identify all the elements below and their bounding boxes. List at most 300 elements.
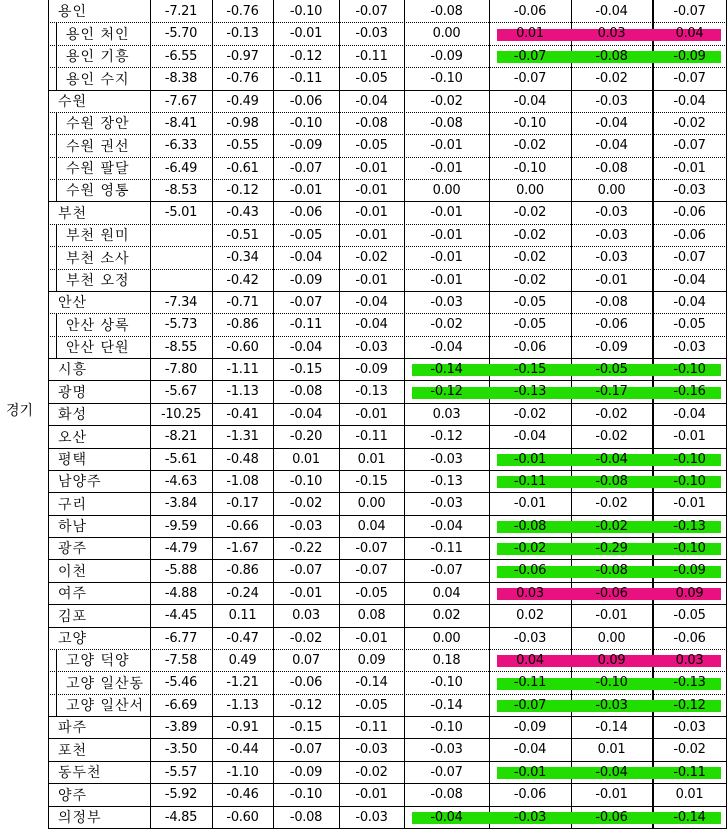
- value-cell: -0.11: [673, 764, 706, 780]
- value-cell: -7.67: [164, 93, 198, 109]
- value-cell: -0.07: [673, 71, 706, 86]
- value-cell: -0.14: [430, 361, 463, 377]
- value-cell: -1.67: [226, 540, 259, 556]
- value-cell: -0.11: [355, 48, 388, 64]
- value-cell: -6.33: [164, 138, 198, 153]
- table-row: [48, 761, 727, 784]
- value-cell: -0.86: [226, 563, 259, 578]
- value-cell: -5.70: [164, 26, 198, 41]
- value-cell: -0.01: [673, 160, 706, 176]
- value-cell: -0.08: [513, 518, 547, 534]
- value-cell: -0.02: [355, 250, 388, 265]
- value-cell: 0.04: [357, 518, 386, 534]
- value-cell: -0.01: [513, 764, 547, 780]
- value-cell: -0.02: [595, 429, 628, 444]
- table-row: [48, 201, 727, 225]
- value-cell: -0.11: [430, 540, 463, 556]
- value-cell: -0.11: [513, 473, 547, 489]
- value-cell: -0.13: [673, 675, 706, 690]
- table-row: [48, 224, 727, 247]
- value-cell: -7.34: [164, 294, 198, 310]
- value-cell: -0.02: [289, 630, 323, 646]
- value-cell: -6.77: [164, 630, 198, 646]
- value-cell: -0.10: [289, 115, 323, 131]
- value-cell: -0.44: [226, 742, 259, 757]
- value-cell: -0.01: [595, 787, 628, 802]
- value-cell: 0.03: [597, 26, 626, 41]
- value-cell: -0.06: [513, 339, 547, 355]
- table-row: [48, 582, 727, 605]
- value-cell: -0.08: [289, 384, 323, 399]
- value-cell: -0.22: [289, 540, 323, 556]
- value-cell: -0.11: [513, 675, 547, 690]
- value-cell: -0.04: [595, 764, 628, 780]
- value-cell: -0.09: [673, 563, 706, 578]
- value-cell: -0.48: [226, 451, 259, 467]
- subregion-name: 수원 권선: [66, 138, 130, 155]
- table-row: [48, 738, 727, 762]
- value-cell: -0.08: [595, 160, 628, 176]
- table-row: [48, 649, 727, 672]
- value-cell: -10.25: [160, 406, 202, 422]
- value-cell: -5.46: [164, 675, 198, 690]
- value-cell: -0.10: [430, 71, 463, 86]
- subregion-name: 용인 수지: [66, 71, 130, 88]
- value-cell: -0.02: [595, 71, 628, 86]
- value-cell: -0.13: [513, 384, 547, 399]
- value-cell: -0.07: [355, 3, 388, 19]
- value-cell: -0.01: [355, 160, 388, 176]
- value-cell: -0.01: [595, 272, 628, 288]
- value-cell: -0.02: [513, 540, 547, 556]
- value-cell: -0.03: [513, 630, 547, 646]
- table-row: [48, 380, 727, 404]
- value-cell: -0.60: [226, 809, 259, 825]
- value-cell: -0.02: [355, 764, 388, 780]
- value-cell: -1.08: [226, 473, 259, 489]
- value-cell: -0.15: [289, 719, 323, 735]
- value-cell: -0.04: [355, 93, 388, 109]
- value-cell: -0.01: [289, 585, 323, 601]
- value-cell: -0.02: [595, 518, 628, 534]
- value-cell: -0.04: [673, 406, 706, 422]
- value-cell: -8.21: [164, 429, 198, 444]
- value-cell: -0.02: [513, 406, 547, 422]
- value-cell: -0.05: [289, 227, 323, 243]
- table-row: [48, 671, 727, 695]
- value-cell: -0.04: [430, 518, 463, 534]
- value-cell: -0.01: [673, 496, 706, 511]
- value-cell: 0.07: [292, 652, 320, 668]
- value-cell: -0.98: [226, 115, 259, 131]
- value-cell: -0.09: [289, 138, 323, 153]
- value-cell: -0.06: [513, 563, 547, 578]
- region-name: 화성: [58, 407, 88, 423]
- value-cell: -0.06: [595, 317, 628, 332]
- value-cell: -0.03: [355, 339, 388, 355]
- value-cell: -0.12: [430, 384, 463, 399]
- region-name: 부천: [58, 205, 88, 222]
- value-cell: -0.04: [355, 317, 388, 332]
- subregion-name: 안산 단원: [66, 340, 130, 356]
- subregion-name: 수원 팔달: [66, 161, 130, 177]
- value-cell: -0.02: [513, 272, 547, 288]
- value-cell: -0.07: [289, 160, 323, 176]
- value-cell: -0.02: [513, 227, 547, 243]
- value-cell: -0.06: [595, 585, 628, 601]
- value-cell: -0.05: [355, 697, 388, 713]
- value-cell: -0.08: [430, 115, 463, 131]
- value-cell: -0.10: [595, 675, 628, 690]
- value-cell: -0.06: [289, 675, 323, 690]
- value-cell: -3.50: [164, 742, 198, 757]
- value-cell: -0.41: [226, 406, 259, 422]
- value-cell: -0.11: [355, 429, 388, 444]
- region-name: 평택: [58, 452, 88, 468]
- value-cell: -0.20: [289, 429, 323, 444]
- value-cell: -0.03: [513, 809, 547, 825]
- subregion-name: 고양 일산서: [66, 698, 145, 714]
- subregion-name: 수원 영통: [66, 183, 130, 199]
- value-cell: -0.05: [673, 317, 706, 332]
- value-cell: -0.05: [513, 294, 547, 310]
- value-cell: -0.02: [595, 406, 628, 422]
- value-cell: -0.47: [226, 630, 259, 646]
- table-row: [48, 515, 727, 538]
- value-cell: -0.01: [430, 272, 463, 288]
- subregion-name: 부천 오정: [66, 273, 130, 289]
- value-cell: -0.07: [673, 250, 706, 265]
- value-cell: -0.07: [513, 48, 547, 64]
- value-cell: 0.01: [357, 451, 386, 467]
- region-name: 남양주: [58, 474, 102, 490]
- value-cell: -0.05: [355, 585, 388, 601]
- value-cell: -0.01: [430, 227, 463, 243]
- region-name: 포천: [58, 742, 88, 759]
- value-cell: -0.06: [513, 787, 547, 802]
- value-cell: -1.11: [226, 361, 259, 377]
- value-cell: -0.15: [355, 473, 388, 489]
- value-cell: -0.03: [673, 182, 706, 198]
- value-cell: -0.13: [226, 26, 259, 41]
- table-row: [48, 179, 727, 202]
- value-cell: -0.01: [430, 138, 463, 153]
- value-cell: -0.01: [430, 250, 463, 265]
- value-cell: -0.03: [673, 339, 706, 355]
- value-cell: -0.06: [673, 227, 706, 243]
- value-cell: -0.01: [355, 406, 388, 422]
- value-cell: -0.01: [355, 182, 388, 198]
- value-cell: -0.09: [355, 361, 388, 377]
- value-cell: -1.21: [226, 675, 259, 690]
- table-row: [48, 67, 727, 91]
- value-cell: -0.04: [595, 115, 628, 131]
- value-cell: -0.09: [595, 339, 628, 355]
- value-cell: -0.04: [513, 742, 547, 757]
- value-cell: 0.00: [357, 496, 386, 511]
- table-row: [48, 604, 727, 628]
- value-cell: 0.04: [432, 585, 461, 601]
- value-cell: 0.02: [432, 608, 461, 623]
- value-cell: -0.04: [595, 3, 628, 19]
- table-row: [48, 0, 727, 23]
- value-cell: -0.46: [226, 787, 259, 802]
- table-row: [48, 90, 727, 113]
- value-cell: -0.03: [289, 518, 323, 534]
- value-cell: -0.04: [673, 294, 706, 310]
- value-cell: -0.03: [595, 697, 628, 713]
- value-cell: -0.55: [226, 138, 259, 153]
- value-cell: -0.07: [289, 563, 323, 578]
- value-cell: -0.07: [513, 71, 547, 86]
- value-cell: -0.10: [673, 361, 706, 377]
- value-cell: -5.67: [164, 384, 198, 399]
- value-cell: -8.38: [164, 71, 198, 86]
- subregion-name: 용인 기흥: [66, 49, 130, 65]
- value-cell: -4.85: [164, 809, 198, 825]
- value-cell: -0.29: [595, 540, 628, 556]
- value-cell: -0.09: [513, 719, 547, 735]
- table-row: [48, 559, 727, 583]
- value-cell: -6.69: [164, 697, 198, 713]
- table-row: [48, 694, 727, 717]
- value-cell: 0.11: [228, 608, 257, 623]
- value-cell: -3.89: [164, 719, 198, 735]
- value-cell: -0.02: [513, 138, 547, 153]
- value-cell: -0.24: [226, 585, 259, 601]
- value-cell: -0.13: [673, 518, 706, 534]
- value-cell: 0.18: [432, 652, 461, 668]
- value-cell: 0.03: [675, 652, 704, 668]
- value-cell: -0.07: [513, 697, 547, 713]
- value-cell: 0.00: [432, 630, 461, 646]
- value-cell: -0.06: [595, 809, 628, 825]
- region-name: 안산: [58, 295, 88, 311]
- value-cell: -0.76: [226, 71, 259, 86]
- value-cell: -0.61: [226, 160, 259, 176]
- value-cell: -0.01: [595, 608, 628, 623]
- region-name: 이천: [58, 563, 88, 580]
- value-cell: -9.59: [164, 518, 198, 534]
- table-row: [48, 716, 727, 739]
- region-name: 양주: [58, 787, 88, 804]
- value-cell: -0.15: [289, 361, 323, 377]
- table-row: [48, 45, 727, 68]
- value-cell: -0.16: [673, 384, 706, 399]
- table-row: [48, 269, 727, 292]
- region-name: 고양: [58, 631, 88, 647]
- value-cell: 0.09: [675, 585, 704, 601]
- value-cell: -5.01: [164, 205, 198, 220]
- value-cell: -0.14: [595, 719, 628, 735]
- value-cell: -3.84: [164, 496, 198, 511]
- value-cell: -0.02: [513, 250, 547, 265]
- value-cell: 0.03: [516, 585, 544, 601]
- value-cell: -0.03: [355, 809, 388, 825]
- subregion-name: 고양 일산동: [66, 675, 145, 692]
- value-cell: -0.12: [430, 429, 463, 444]
- value-cell: -0.01: [355, 787, 388, 802]
- value-cell: -0.01: [355, 272, 388, 288]
- table-row: [48, 470, 727, 493]
- region-name: 오산: [58, 429, 88, 446]
- value-cell: -0.07: [673, 138, 706, 153]
- value-cell: -0.08: [289, 809, 323, 825]
- value-cell: -0.13: [355, 384, 388, 399]
- value-cell: -0.66: [226, 518, 259, 534]
- region-name: 수원: [58, 94, 88, 110]
- value-cell: -0.10: [673, 451, 706, 467]
- region-name: 용인: [58, 4, 88, 20]
- value-cell: -0.03: [673, 719, 706, 735]
- region-name: 하남: [58, 519, 88, 535]
- value-cell: -0.07: [289, 294, 323, 310]
- value-cell: -0.05: [513, 317, 547, 332]
- value-cell: -0.09: [673, 48, 706, 64]
- value-cell: -0.01: [513, 496, 547, 511]
- value-cell: -0.09: [430, 48, 463, 64]
- value-cell: -0.15: [513, 361, 547, 377]
- value-cell: -0.43: [226, 205, 259, 220]
- region-name: 동두천: [58, 765, 102, 781]
- value-cell: -0.14: [355, 675, 388, 690]
- value-cell: -0.05: [595, 361, 628, 377]
- value-cell: -0.04: [673, 93, 706, 109]
- value-cell: -0.11: [289, 317, 323, 332]
- value-cell: -0.09: [289, 272, 323, 288]
- value-cell: -0.02: [513, 205, 547, 220]
- value-cell: -0.91: [226, 719, 259, 735]
- value-cell: [150, 269, 212, 291]
- table-row: [48, 425, 727, 449]
- value-cell: 0.04: [675, 26, 704, 41]
- region-name: 광주: [58, 541, 88, 557]
- value-cell: -0.04: [430, 339, 463, 355]
- region-name: 광명: [58, 384, 88, 401]
- value-cell: -0.02: [673, 742, 706, 757]
- value-cell: -0.06: [673, 630, 706, 646]
- value-cell: -0.17: [595, 384, 628, 399]
- value-cell: -0.06: [513, 3, 547, 19]
- region-name: 의정부: [58, 810, 102, 826]
- subregion-name: 용인 처인: [66, 26, 130, 43]
- value-cell: -7.21: [164, 3, 198, 19]
- value-cell: -0.14: [673, 809, 706, 825]
- value-cell: -1.13: [226, 697, 259, 713]
- value-cell: -0.08: [355, 115, 388, 131]
- value-cell: -0.10: [673, 473, 706, 489]
- value-cell: -0.06: [673, 205, 706, 220]
- value-cell: -1.10: [226, 764, 259, 780]
- value-cell: -0.04: [289, 250, 323, 265]
- value-cell: -0.03: [430, 496, 463, 511]
- value-cell: -0.02: [289, 496, 323, 511]
- value-cell: -0.04: [513, 429, 547, 444]
- table-row: [48, 134, 727, 158]
- value-cell: -0.07: [673, 3, 706, 19]
- value-cell: -0.07: [430, 764, 463, 780]
- value-cell: 0.00: [516, 182, 544, 198]
- value-cell: -0.09: [289, 764, 323, 780]
- value-cell: -0.34: [226, 250, 259, 265]
- subregion-name: 고양 덕양: [66, 653, 130, 669]
- region-name: 구리: [58, 496, 88, 513]
- table-row: [48, 291, 727, 314]
- value-cell: -0.97: [226, 48, 259, 64]
- value-cell: -1.31: [226, 429, 259, 444]
- table-row: [48, 492, 727, 516]
- value-cell: -0.12: [226, 182, 259, 198]
- value-cell: -0.01: [355, 630, 388, 646]
- value-cell: -0.01: [355, 205, 388, 220]
- table-row: [48, 448, 727, 471]
- value-cell: -0.04: [289, 339, 323, 355]
- value-cell: -4.45: [164, 608, 198, 623]
- value-cell: -5.92: [164, 787, 198, 802]
- value-cell: -0.17: [226, 496, 259, 511]
- value-cell: -7.80: [164, 361, 198, 377]
- value-cell: -0.76: [226, 3, 259, 19]
- value-cell: -0.12: [289, 48, 323, 64]
- value-cell: -0.02: [430, 317, 463, 332]
- subregion-name: 수원 장안: [66, 116, 130, 132]
- value-cell: -0.01: [289, 182, 323, 198]
- value-cell: -5.88: [164, 563, 198, 578]
- value-cell: -6.49: [164, 160, 198, 176]
- value-cell: -0.03: [595, 93, 628, 109]
- value-cell: -0.11: [289, 71, 323, 86]
- value-cell: 0.01: [516, 26, 544, 41]
- value-cell: -0.08: [595, 473, 628, 489]
- value-cell: -0.01: [289, 26, 323, 41]
- table-row: [48, 403, 727, 426]
- subregion-name: 부천 원미: [66, 228, 130, 244]
- value-cell: -0.08: [595, 48, 628, 64]
- value-cell: -0.01: [430, 160, 463, 176]
- value-cell: 0.04: [516, 652, 544, 668]
- value-cell: 0.09: [597, 652, 626, 668]
- value-cell: -0.10: [513, 115, 547, 131]
- value-cell: -1.13: [226, 384, 259, 399]
- value-cell: -0.05: [355, 71, 388, 86]
- value-cell: -0.06: [289, 93, 323, 109]
- value-cell: -7.58: [164, 652, 198, 668]
- value-cell: -4.63: [164, 473, 198, 489]
- table-row: [48, 157, 727, 180]
- value-cell: -0.04: [595, 451, 628, 467]
- value-cell: -0.04: [673, 272, 706, 288]
- value-cell: 0.02: [516, 608, 544, 623]
- region-name: 시흥: [58, 362, 88, 378]
- value-cell: -0.51: [226, 227, 259, 243]
- value-cell: -0.01: [430, 205, 463, 220]
- region-name: 여주: [58, 586, 88, 602]
- value-cell: -0.04: [513, 93, 547, 109]
- value-cell: -4.79: [164, 540, 198, 556]
- value-cell: -5.57: [164, 764, 198, 780]
- value-cell: -0.06: [289, 205, 323, 220]
- value-cell: 0.00: [432, 26, 461, 41]
- table-row: [48, 783, 727, 807]
- value-cell: 0.49: [228, 652, 257, 668]
- table-row: [48, 112, 727, 135]
- value-cell: [150, 224, 212, 246]
- value-cell: -0.10: [289, 787, 323, 802]
- table-row: [48, 313, 727, 337]
- value-cell: -0.05: [673, 608, 706, 623]
- value-cell: -0.04: [595, 138, 628, 153]
- table-row: [48, 806, 727, 829]
